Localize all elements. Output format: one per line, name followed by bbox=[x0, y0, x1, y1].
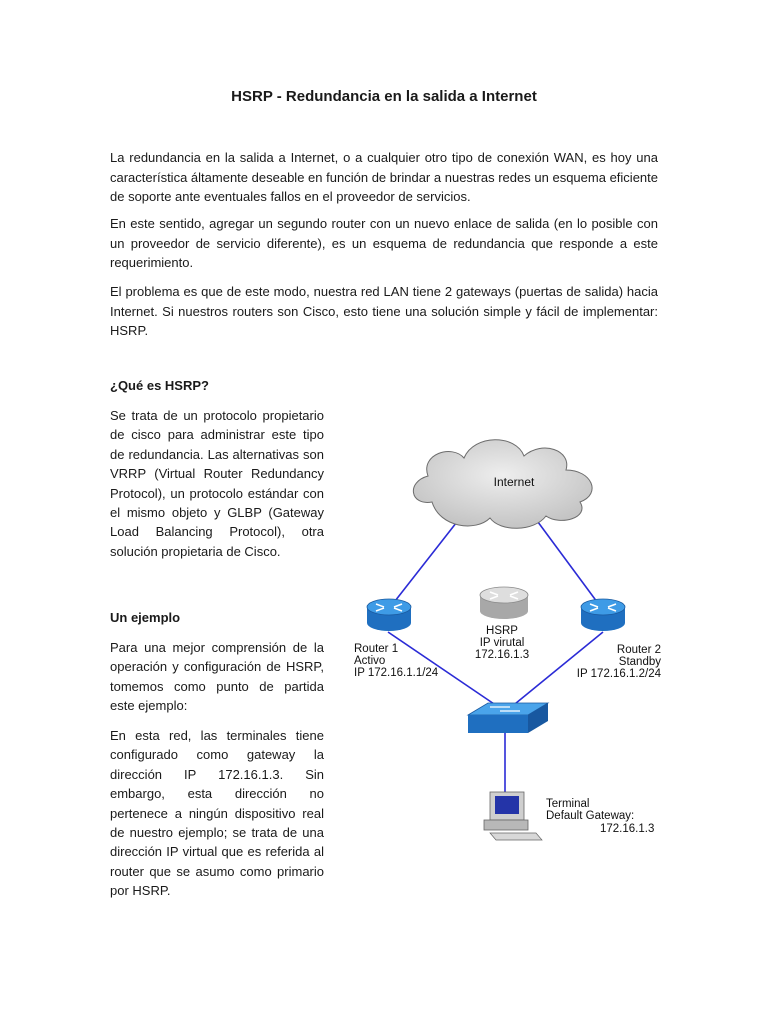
router-2-icon bbox=[581, 599, 625, 631]
svg-text:IP 172.16.1.1/24: IP 172.16.1.1/24 bbox=[354, 667, 439, 679]
intro-paragraph-2: En este sentido, agregar un segundo router con un nuevo enlace de salida (en lo posible con un proveedor de servicio diferente), es un esquema de redundancia que responde a este requerimiento. bbox=[110, 216, 658, 271]
svg-text:Terminal: Terminal bbox=[546, 798, 590, 810]
svg-text:Standby: Standby bbox=[618, 656, 661, 668]
svg-text:HSRP: HSRP bbox=[486, 625, 518, 637]
hsrp-network-diagram bbox=[340, 420, 670, 850]
router-1-icon bbox=[367, 599, 411, 631]
svg-text:IP 172.16.1.2/24: IP 172.16.1.2/24 bbox=[576, 668, 661, 680]
section-heading-que-es-hsrp: ¿Qué es HSRP? bbox=[110, 378, 209, 393]
svg-text:Default Gateway:: Default Gateway: bbox=[546, 810, 635, 822]
intro-paragraph-1: La redundancia en la salida a Internet, o a cualquier otro tipo de conexión WAN, es hoy una característica áltamente deseable en función de brindar a nuestras redes un esquema eficiente de soporte ante eventuales fallos en el proveedor de servicios. bbox=[110, 150, 658, 205]
intro-paragraph-3: El problema es que de este modo, nuestra red LAN tiene 2 gateways (puertas de salida) hacia Internet. Si nuestros routers son Cisco, esto tiene una solución simple y fácil de implementar: HSRP. bbox=[110, 284, 658, 339]
hsrp-virtual-router-icon bbox=[480, 587, 528, 619]
svg-text:IP virutal: IP virutal bbox=[479, 637, 525, 649]
router-2-label bbox=[577, 644, 662, 680]
link-internet-router1 bbox=[388, 518, 460, 610]
terminal-label bbox=[546, 798, 654, 835]
svg-text:Router 1: Router 1 bbox=[354, 643, 399, 655]
document-title: HSRP - Redundancia en la salida a Internet bbox=[231, 88, 537, 105]
ejemplo-paragraph-2: En esta red, las terminales tiene configurado como gateway la dirección IP 172.16.1.3. Sin embargo, esta dirección no pertenece a ningún dispositivo real de nuestro ejemplo; se trata de una dirección IP virtual que es referida al router que se asumo como primario por HSRP. bbox=[110, 728, 324, 899]
link-internet-router2 bbox=[535, 518, 603, 610]
svg-text:172.16.1.3: 172.16.1.3 bbox=[600, 823, 655, 835]
svg-text:Router 2: Router 2 bbox=[616, 644, 661, 656]
svg-text:Activo: Activo bbox=[354, 655, 386, 667]
router-1-label bbox=[354, 643, 439, 679]
section-heading-un-ejemplo: Un ejemplo bbox=[110, 610, 181, 625]
ejemplo-paragraph-1: Para una mejor comprensión de la operación y configuración de HSRP, tomemos como punto de partida este ejemplo: bbox=[110, 640, 324, 714]
terminal-computer-icon bbox=[484, 792, 542, 840]
svg-text:172.16.1.3: 172.16.1.3 bbox=[474, 649, 530, 661]
cloud-label: Internet bbox=[493, 475, 535, 489]
switch-icon bbox=[468, 703, 548, 733]
section-que-es-hsrp-body: Se trata de un protocolo propietario de cisco para administrar este tipo de redundancia. Las alternativas son VRRP (Virtual Router Redundancy Protocol), un protocolo estándar con el mismo objeto y GLBP (Gateway Load Balancing Protocol), otra solución propietaria de Cisco. bbox=[110, 408, 324, 559]
hsrp-label bbox=[475, 625, 529, 661]
internet-cloud-icon bbox=[413, 440, 592, 529]
